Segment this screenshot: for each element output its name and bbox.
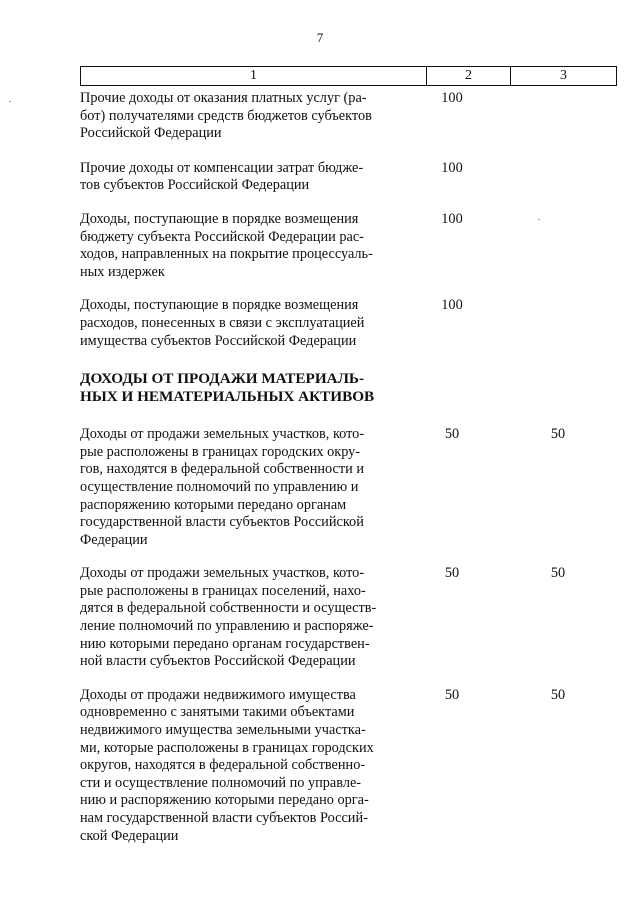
column-header-table [80, 66, 617, 86]
row-value-col2: 100 [441, 297, 463, 314]
page-number: 7 [316, 30, 324, 45]
table-row [80, 211, 616, 281]
table-row [80, 297, 616, 350]
table-row [80, 90, 616, 143]
section-heading: ДОХОДЫ ОТ ПРОДАЖИ МАТЕРИАЛЬ- НЫХ И НЕМАТЕРИАЛЬНЫХ АКТИВОВ [80, 370, 375, 406]
scan-speck [538, 219, 540, 220]
column-header-2: 2 [427, 67, 511, 86]
scan-speck [9, 101, 11, 102]
row-description: Доходы от продажи недвижимого имущества одновременно с занятыми такими объектами недвижимого имущества земельными участка- ми, которые расположены в границах городских округов, находятся в федеральной собственно- сти и осуществление полномочий по управле- нию и распоряжению которыми передано орга- нам государственной власти субъектов Россий- ской Федерации [80, 686, 374, 844]
row-value-col2: 100 [441, 210, 463, 227]
row-value-col2: 100 [441, 159, 463, 176]
table-row [80, 687, 616, 845]
column-header-1: 1 [81, 67, 427, 86]
row-value-col2: 50 [444, 426, 460, 443]
row-value-col3: 50 [550, 686, 566, 703]
row-value-col2: 50 [444, 565, 460, 582]
table-row [80, 160, 616, 195]
row-description: Прочие доходы от компенсации затрат бюдже- тов субъектов Российской Федерации [80, 159, 364, 194]
row-description: Прочие доходы от оказания платных услуг (ра- бот) получателями средств бюджетов субъектов Российской Федерации [80, 90, 372, 142]
row-value-col2: 100 [441, 90, 463, 106]
row-value-col2: 50 [444, 686, 460, 703]
table-row [80, 565, 616, 671]
table-row [80, 426, 616, 549]
row-value-col3: 50 [550, 426, 566, 443]
row-description: Доходы от продажи земельных участков, кото- рые расположены в границах поселений, нахо- дятся в федеральной собственности и осуществ- ление полномочий по управлению и распоряже- нию которыми передано органам государствен- ной власти субъектов Российской Федерации [80, 565, 377, 670]
income-table-body [80, 90, 616, 845]
row-value-col3: 50 [550, 565, 566, 582]
row-description: Доходы, поступающие в порядке возмещения бюджету субъекта Российской Федерации рас- ходов, направленных на покрытие процессуаль- ных издержек [80, 210, 373, 280]
row-description: Доходы от продажи земельных участков, кото- рые расположены в границах городских окру- гов, находятся в федеральной собственности и осуществление полномочий по управлению и распоряжению которыми передано органам государственной власти субъектов Российской Федерации [80, 426, 365, 548]
row-description: Доходы, поступающие в порядке возмещения расходов, понесенных в связи с эксплуатацией имущества субъектов Российской Федерации [80, 297, 365, 349]
column-header-3: 3 [511, 67, 617, 86]
column-header-row [81, 67, 617, 86]
